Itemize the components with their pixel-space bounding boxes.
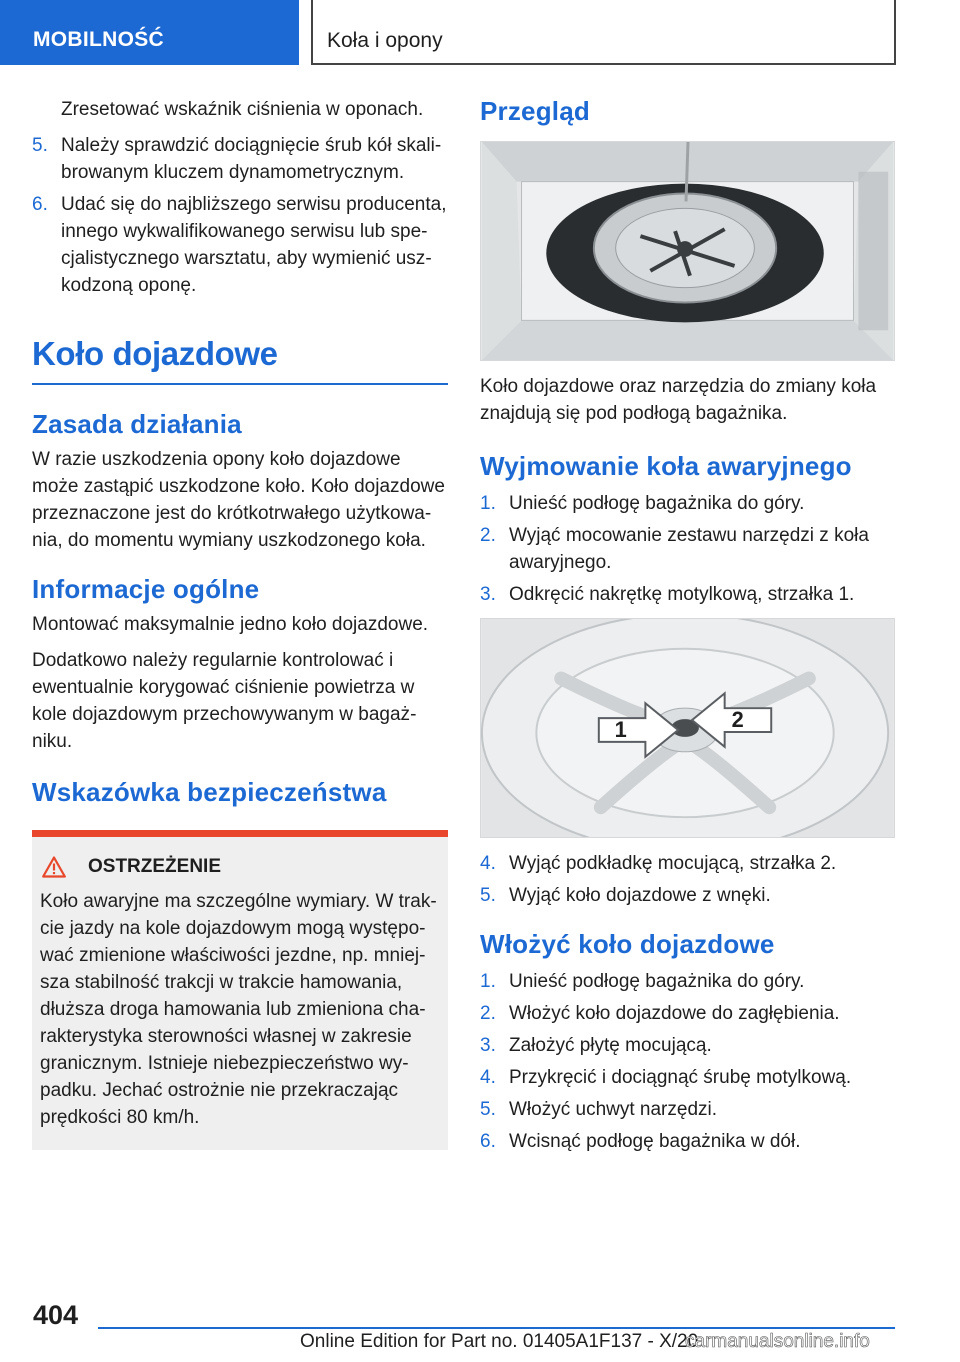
step-text: Unieść podłogę bagażnika do góry.	[509, 971, 805, 992]
insert-heading: Włożyć koło dojazdowe	[480, 929, 775, 959]
step-number: 5.	[480, 885, 496, 906]
left-column	[32, 96, 448, 1150]
trunk-spare-wheel-image	[480, 141, 895, 361]
list-item	[32, 191, 448, 299]
list-item	[480, 1000, 896, 1027]
heading-rule	[32, 383, 448, 385]
step-number: 3.	[480, 584, 496, 605]
step-number: 6.	[32, 194, 48, 215]
step-number: 4.	[480, 853, 496, 874]
chapter-title: Koła i opony	[327, 29, 443, 52]
list-item	[480, 581, 896, 608]
step-number: 6.	[480, 1131, 496, 1152]
page-number: 404	[33, 1300, 79, 1330]
remove-steps-a	[480, 490, 896, 608]
principle-text: W razie uszkodzenia opony koło dojazdowe może zastąpić uszkodzone koło. Koło dojazdowe przeznaczone jest do krótkotrwałego użytkowania, do momentu wymiany uszkodzonego koła.	[32, 449, 445, 551]
list-item	[480, 490, 896, 517]
remove-heading: Wyjmowanie koła awaryjnego	[480, 451, 852, 481]
list-item	[480, 522, 896, 576]
list-item	[480, 1064, 896, 1091]
general-heading: Informacje ogólne	[32, 574, 260, 604]
remove-steps-b	[480, 850, 896, 909]
step-number: 2.	[480, 525, 496, 546]
general-para-2: Dodatkowo należy regularnie kontrolować i ewentualnie korygować ciśnienie powietrza w kole dojazdowym przechowywanym w bagażniku.	[32, 650, 417, 752]
step-text: Wyjąć mocowanie zestawu narzędzi z koła awaryjnego.	[509, 525, 869, 573]
insert-steps	[480, 968, 896, 1155]
list-item	[480, 1032, 896, 1059]
list-item	[480, 968, 896, 995]
step-number: 4.	[480, 1067, 496, 1088]
arrow-label-2: 2	[731, 707, 744, 733]
step-text: Wyjąć podkładkę mocującą, strzałka 2.	[509, 853, 837, 874]
list-item	[480, 1096, 896, 1123]
main-heading: Koło dojazdowe	[32, 335, 278, 372]
right-column	[480, 96, 896, 1160]
step-text: Włożyć koło dojazdowe do zagłębienia.	[509, 1003, 840, 1024]
watermark: carmanualsonline.info	[685, 1331, 870, 1352]
step-number: 5.	[480, 1099, 496, 1120]
overview-heading: Przegląd	[480, 96, 590, 126]
principle-heading: Zasada działania	[32, 409, 242, 439]
warning-title: OSTRZEŻENIE	[88, 856, 222, 877]
step-number: 2.	[480, 1003, 496, 1024]
safety-heading: Wskazówka bezpieczeństwa	[32, 777, 387, 807]
overview-caption: Koło dojazdowe oraz narzędzia do zmiany koła znajdują się pod podłogą bagażnika.	[480, 376, 877, 424]
warning-box	[32, 830, 448, 1150]
step-number: 3.	[480, 1035, 496, 1056]
wingnut-arrows-image	[480, 618, 895, 838]
warning-triangle-icon	[42, 856, 66, 878]
intro-steps	[32, 132, 448, 299]
main-heading-block	[32, 335, 448, 385]
section-tab	[0, 0, 299, 65]
list-item	[480, 1128, 896, 1155]
step-number: 5.	[32, 135, 48, 156]
step-text: Odkręcić nakrętkę motylkową, strzałka 1.	[509, 584, 855, 605]
step-text: Wyjąć koło dojazdowe z wnęki.	[509, 885, 771, 906]
list-item	[480, 882, 896, 909]
step-text: Założyć płytę mocującą.	[509, 1035, 712, 1056]
arrow-label-1: 1	[614, 716, 627, 742]
step-text: Udać się do najbliższego serwisu producenta, innego wykwalifikowanego serwisu lub specjalistycznego warsztatu, aby wymienić uszkodzoną oponę.	[61, 194, 447, 296]
step-number: 1.	[480, 971, 496, 992]
step-number: 1.	[480, 493, 496, 514]
chapter-tab	[311, 0, 896, 65]
step-text: Włożyć uchwyt narzędzi.	[509, 1099, 718, 1120]
warning-header	[40, 856, 448, 878]
step-text: Wcisnąć podłogę bagażnika w dół.	[509, 1131, 801, 1152]
general-para-1: Montować maksymalnie jedno koło dojazdowe.	[32, 614, 429, 635]
section-title: MOBILNOŚĆ	[33, 28, 165, 51]
warning-text: Koło awaryjne ma szczególne wymiary. W trakcie jazdy na kole dojazdowym mogą występować zmienione właściwości jezdne, np. mniejsza stabilność trakcji w trakcie hamowania, dłuższa droga hamowania lub zmieniona charakterystyka sterowności własnej w zakresie granicznym. Istnieje niebezpieczeństwo wypadku. Jechać ostrożnie nie przekraczając prędkości 80 km/h.	[40, 891, 437, 1128]
footer-rule	[98, 1327, 895, 1329]
intro-continuation: Zresetować wskaźnik ciśnienia w oponach.	[61, 99, 424, 120]
step-text: Unieść podłogę bagażnika do góry.	[509, 493, 805, 514]
step-text: Należy sprawdzić dociągnięcie śrub kół skalibrowanym kluczem dynamometrycznym.	[61, 135, 442, 183]
list-item	[32, 132, 448, 186]
edition-note: Online Edition for Part no. 01405A1F137 - X/20	[300, 1331, 699, 1352]
step-text: Przykręcić i dociągnąć śrubę motylkową.	[509, 1067, 852, 1088]
list-item	[480, 850, 896, 877]
